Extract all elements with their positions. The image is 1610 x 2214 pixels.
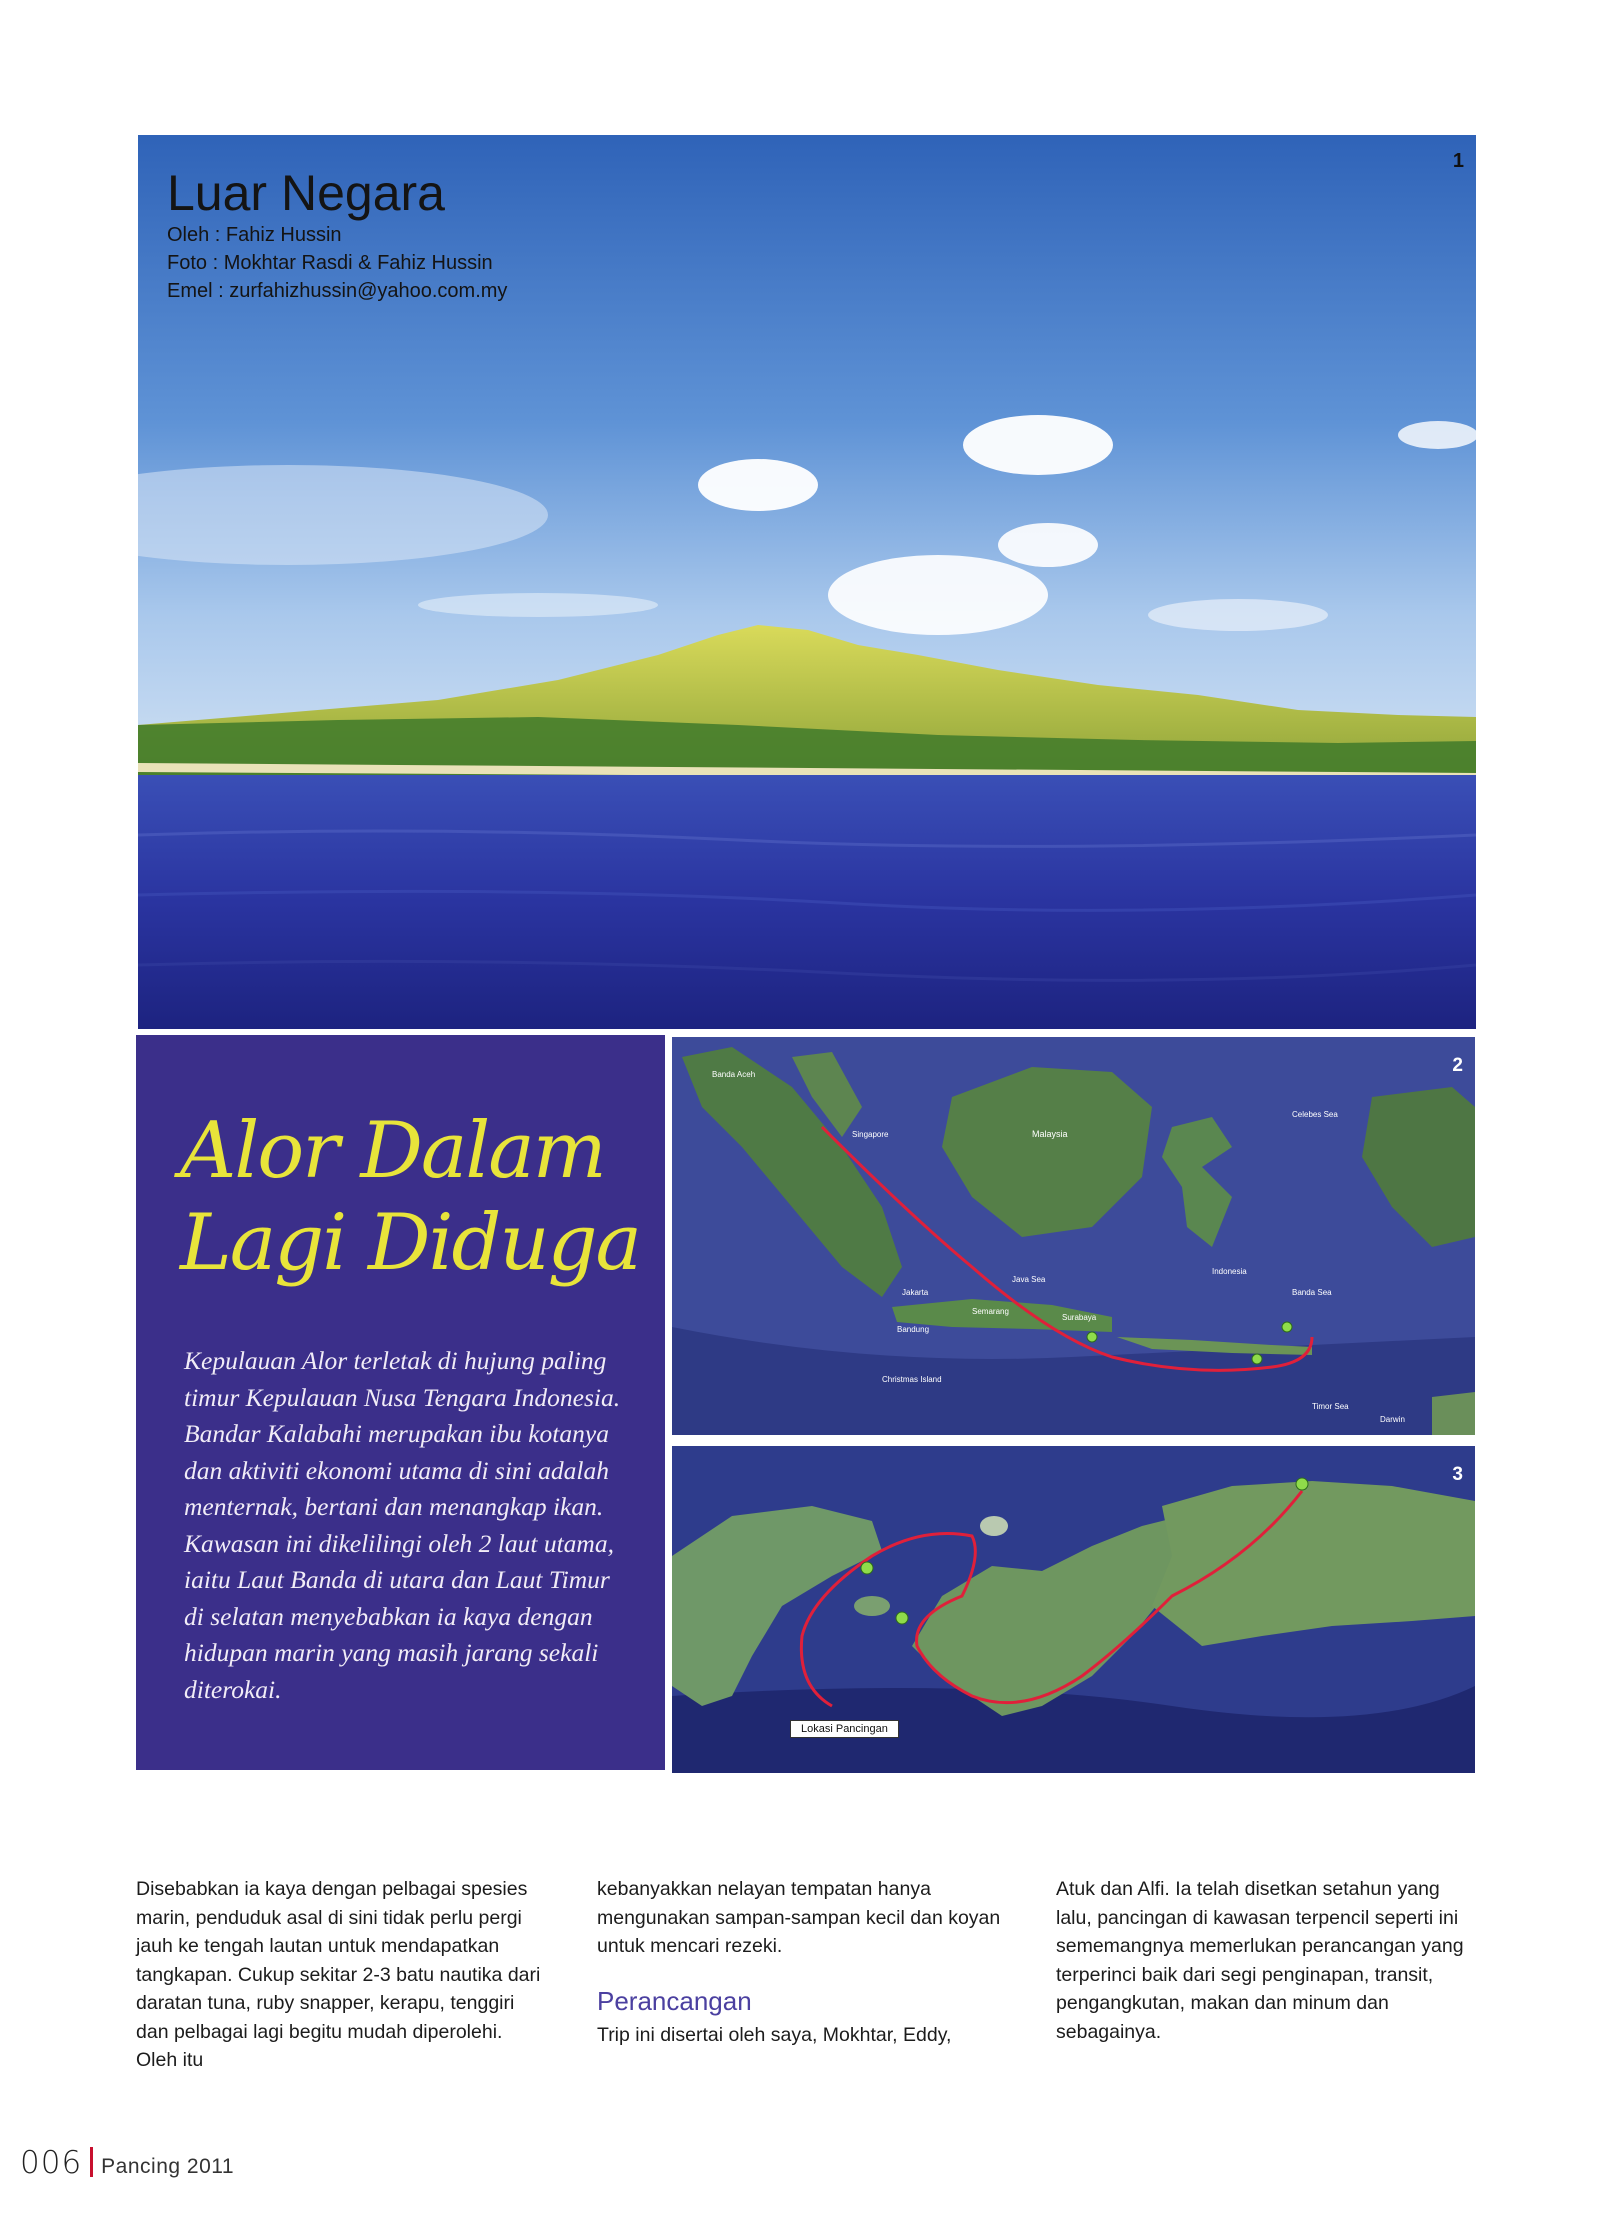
map-place-label: Java Sea bbox=[1012, 1275, 1046, 1284]
map-place-label: Bandung bbox=[897, 1325, 930, 1334]
paragraph: Trip ini disertai oleh saya, Mokhtar, Eddy, bbox=[597, 2023, 952, 2046]
magazine-name: Pancing 2011 bbox=[101, 2155, 235, 2178]
map-indonesia-route bbox=[672, 1037, 1475, 1435]
lede-paragraph: Kepulauan Alor terletak di hujung paling timur Kepulauan Nusa Tengara Indonesia. Bandar Kalabahi merupakan ibu kotanya dan aktiviti ekonomi utama di sini adalah menternak, bertani dan menangkap ikan. Kawasan ini dikelilingi oleh 2 laut utama, iaitu Laut Banda di utara dan Laut Timur di selatan menyebabkan ia kaya dengan hidupan marin yang masih jarang sekali diterokai. bbox=[184, 1346, 621, 1704]
author-email: Emel : zurfahizhussin@yahoo.com.my bbox=[167, 280, 508, 302]
section-subhead: Perancangan bbox=[597, 1985, 752, 2016]
map-place-label: Banda Aceh bbox=[712, 1070, 756, 1079]
fishing-location-label: Lokasi Pancingan bbox=[790, 1720, 899, 1738]
article-header bbox=[167, 165, 507, 305]
map-place-label: Semarang bbox=[972, 1307, 1009, 1316]
map-alor-closeup bbox=[672, 1446, 1475, 1773]
body-column-1: Disebabkan ia kaya dengan pelbagai spesies marin, penduduk asal di sini tidak perlu pergi jauh ke tengah lautan untuk mendapatkan tangkapan. Cukup sekitar 2-3 batu nautika dari daratan tuna, ruby snapper, kerapu, tenggiri dan pelbagai lagi begitu mudah diperolehi. Oleh itu bbox=[136, 1878, 541, 2071]
intro-panel bbox=[136, 1035, 665, 1770]
map-place-label: Timor Sea bbox=[1312, 1402, 1349, 1411]
map-place-label: Indonesia bbox=[1212, 1267, 1247, 1276]
map-place-label: Celebes Sea bbox=[1292, 1110, 1338, 1119]
headline-line-1: Alor Dalam bbox=[180, 1106, 605, 1196]
headline-line-2: Lagi Diduga bbox=[180, 1198, 641, 1288]
article-headline bbox=[180, 1105, 650, 1289]
photo-number: 1 bbox=[1452, 150, 1464, 172]
byline: Oleh : Fahiz Hussin bbox=[167, 224, 342, 246]
photo-credit: Foto : Mokhtar Rasdi & Fahiz Hussin bbox=[167, 252, 493, 274]
paragraph: kebanyakkan nelayan tempatan hanya mengunakan sampan-sampan kecil dan koyan untuk mencari rezeki. bbox=[597, 1878, 1001, 1957]
map-place-label: Christmas Island bbox=[882, 1375, 942, 1384]
map-place-label: Darwin bbox=[1380, 1415, 1405, 1424]
map-number: 3 bbox=[1452, 1464, 1463, 1485]
hero-photo bbox=[138, 135, 1476, 1029]
section-title: Luar Negara bbox=[167, 165, 445, 221]
body-column-3: Atuk dan Alfi. Ia telah disetkan setahun yang lalu, pancingan di kawasan terpencil seperti ini sememangnya memerlukan perancangan yang terperinci baik dari segi penginapan, transit, pengangkutan, makan dan minum dan sebagainya. bbox=[1056, 1878, 1464, 2043]
map-place-label: Banda Sea bbox=[1292, 1288, 1332, 1297]
map-place-label: Malaysia bbox=[1032, 1129, 1068, 1139]
map-place-label: Surabaya bbox=[1062, 1313, 1097, 1322]
page-footer bbox=[20, 2145, 234, 2181]
map-place-label: Jakarta bbox=[902, 1288, 929, 1297]
footer-divider bbox=[90, 2147, 93, 2177]
page-number: 006 bbox=[20, 2145, 83, 2181]
indonesia-map-image bbox=[672, 1037, 1475, 1435]
map-number: 2 bbox=[1452, 1055, 1463, 1076]
body-column-2 bbox=[597, 1875, 1007, 2049]
map-place-label: Singapore bbox=[852, 1130, 889, 1139]
